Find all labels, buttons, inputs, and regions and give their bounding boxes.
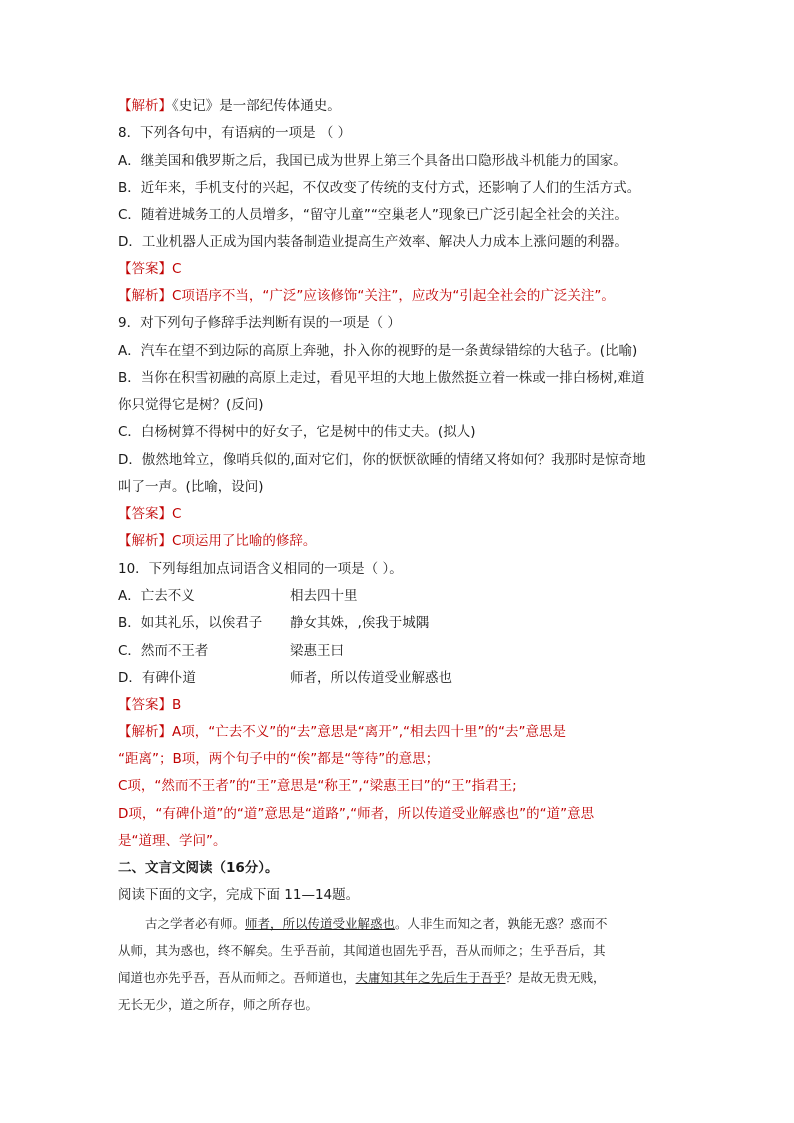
- answer-tag: 【答案】: [118, 506, 172, 522]
- underlined-sentence-2: 夫庸知其年之先后生于吾乎: [355, 970, 506, 985]
- q9-answer: [118, 505, 181, 523]
- option-left: A．亡去不义: [118, 588, 195, 604]
- q9-option-c: C．白杨树算不得树中的好女子，它是树中的伟丈夫。(拟人): [118, 424, 476, 440]
- analysis-text: 《史记》是一部纪传体通史。: [172, 98, 341, 114]
- q10-analysis-line-4: D项，“有碑仆道”的“道”意思是“道路”,“师者，所以传道受业解惑也”的“道”意思: [118, 806, 595, 822]
- q8-option-d: D．工业机器人正成为国内装备制造业提高生产效率、解决人力成本上涨问题的利器。: [118, 234, 628, 250]
- option-left: D．有碑仆道: [118, 670, 196, 686]
- q8-answer: [118, 260, 181, 278]
- option-left: B．如其礼乐，以俟君子: [118, 615, 263, 631]
- option-left: C．然而不王者: [118, 643, 209, 659]
- q10-analysis-line-3: C项，“然而不王者”的“王”意思是“称王”,“梁惠王曰”的“王”指君王;: [118, 778, 517, 794]
- q8-stem: 8．下列各句中，有语病的一项是 （ ）: [118, 125, 352, 141]
- q10-answer: [118, 696, 181, 714]
- answer-tag: 【答案】: [118, 261, 172, 277]
- analysis-tag: 【解析】: [118, 288, 172, 304]
- q9-option-b-cont: 你只觉得它是树？(反问): [118, 397, 264, 413]
- analysis-tag: 【解析】: [118, 724, 172, 740]
- q9-analysis: [118, 532, 316, 550]
- answer-value: C: [172, 261, 182, 277]
- q10-option-a: [118, 587, 678, 605]
- q10-analysis-line-2: “距离”；B项，两个句子中的“俟”都是“等待”的意思；: [118, 751, 440, 767]
- analysis-tag: 【解析】: [118, 98, 172, 114]
- passage-text: 。人非生而知之者，孰能无惑？惑而不: [395, 916, 608, 931]
- q9-option-d: D．傲然地耸立，像哨兵似的,面对它们，你的恹恹欲睡的情绪又将如何？我那时是惊奇地: [118, 452, 646, 468]
- q10-analysis-line-1: [118, 723, 566, 741]
- q8-option-b: B．近年来，手机支付的兴起，不仅改变了传统的支付方式，还影响了人们的生活方式。: [118, 180, 641, 196]
- q10-option-c: [118, 642, 678, 660]
- answer-value: C: [172, 506, 182, 522]
- q8-option-a: A．继美国和俄罗斯之后，我国已成为世界上第三个具备出口隐形战斗机能力的国家。: [118, 153, 627, 169]
- option-right: 梁惠王曰: [290, 643, 344, 659]
- q10-option-d: [118, 669, 678, 687]
- answer-value: B: [172, 697, 182, 713]
- section-instruction: 阅读下面的文字，完成下面 11—14题。: [118, 887, 360, 903]
- q10-option-b: [118, 614, 678, 632]
- q10-stem: 10．下列每组加点词语含义相同的一项是（ ）。: [118, 561, 403, 577]
- option-right: 师者，所以传道受业解惑也: [290, 670, 452, 686]
- passage-text: ？是故无贵无贱，: [505, 970, 606, 985]
- analysis-text: C项运用了比喻的修辞。: [172, 533, 317, 549]
- passage-line-1: [145, 915, 705, 933]
- underlined-sentence-1: 师者，所以传道受业解惑也: [245, 916, 396, 931]
- passage-line-4: 无长无少，道之所存，师之所存也。: [118, 997, 319, 1012]
- q8-option-c: C．随着进城务工的人员增多，“留守儿童”“空巢老人”现象已广泛引起全社会的关注。: [118, 207, 628, 223]
- q7-analysis: [118, 97, 341, 115]
- q9-option-b: B．当你在积雪初融的高原上走过，看见平坦的大地上傲然挺立着一株或一排白杨树,难道: [118, 370, 645, 386]
- passage-text: 闻道也亦先乎吾，吾从而师之。吾师道也，: [118, 970, 356, 985]
- q10-analysis-line-5: 是“道理、学问”。: [118, 833, 227, 849]
- analysis-text: A项，“亡去不义”的“去”意思是“离开”,“相去四十里”的“去”意思是: [172, 724, 566, 740]
- option-right: 相去四十里: [290, 588, 358, 604]
- q9-option-a: A．汽车在望不到边际的高原上奔驰，扑入你的视野的是一条黄绿错综的大毡子。(比喻): [118, 343, 638, 359]
- option-right: 静女其姝，,俟我于城隅: [290, 615, 430, 631]
- passage-text: 古之学者必有师。: [145, 916, 246, 931]
- answer-tag: 【答案】: [118, 697, 172, 713]
- q9-stem: 9．对下列句子修辞手法判断有误的一项是（ ）: [118, 315, 401, 331]
- q9-option-d-cont: 叫了一声。(比喻，设问): [118, 479, 264, 495]
- q8-analysis: [118, 287, 615, 305]
- passage-line-3: [118, 969, 678, 987]
- section-heading: 二、文言文阅读（16分）。: [118, 860, 279, 876]
- analysis-tag: 【解析】: [118, 533, 172, 549]
- analysis-text: C项语序不当，“广泛”应该修饰“关注”，应改为“引起全社会的广泛关注”。: [172, 288, 615, 304]
- passage-line-2: 从师，其为惑也，终不解矣。生乎吾前，其闻道也固先乎吾，吾从而师之；生乎吾后，其: [118, 943, 606, 958]
